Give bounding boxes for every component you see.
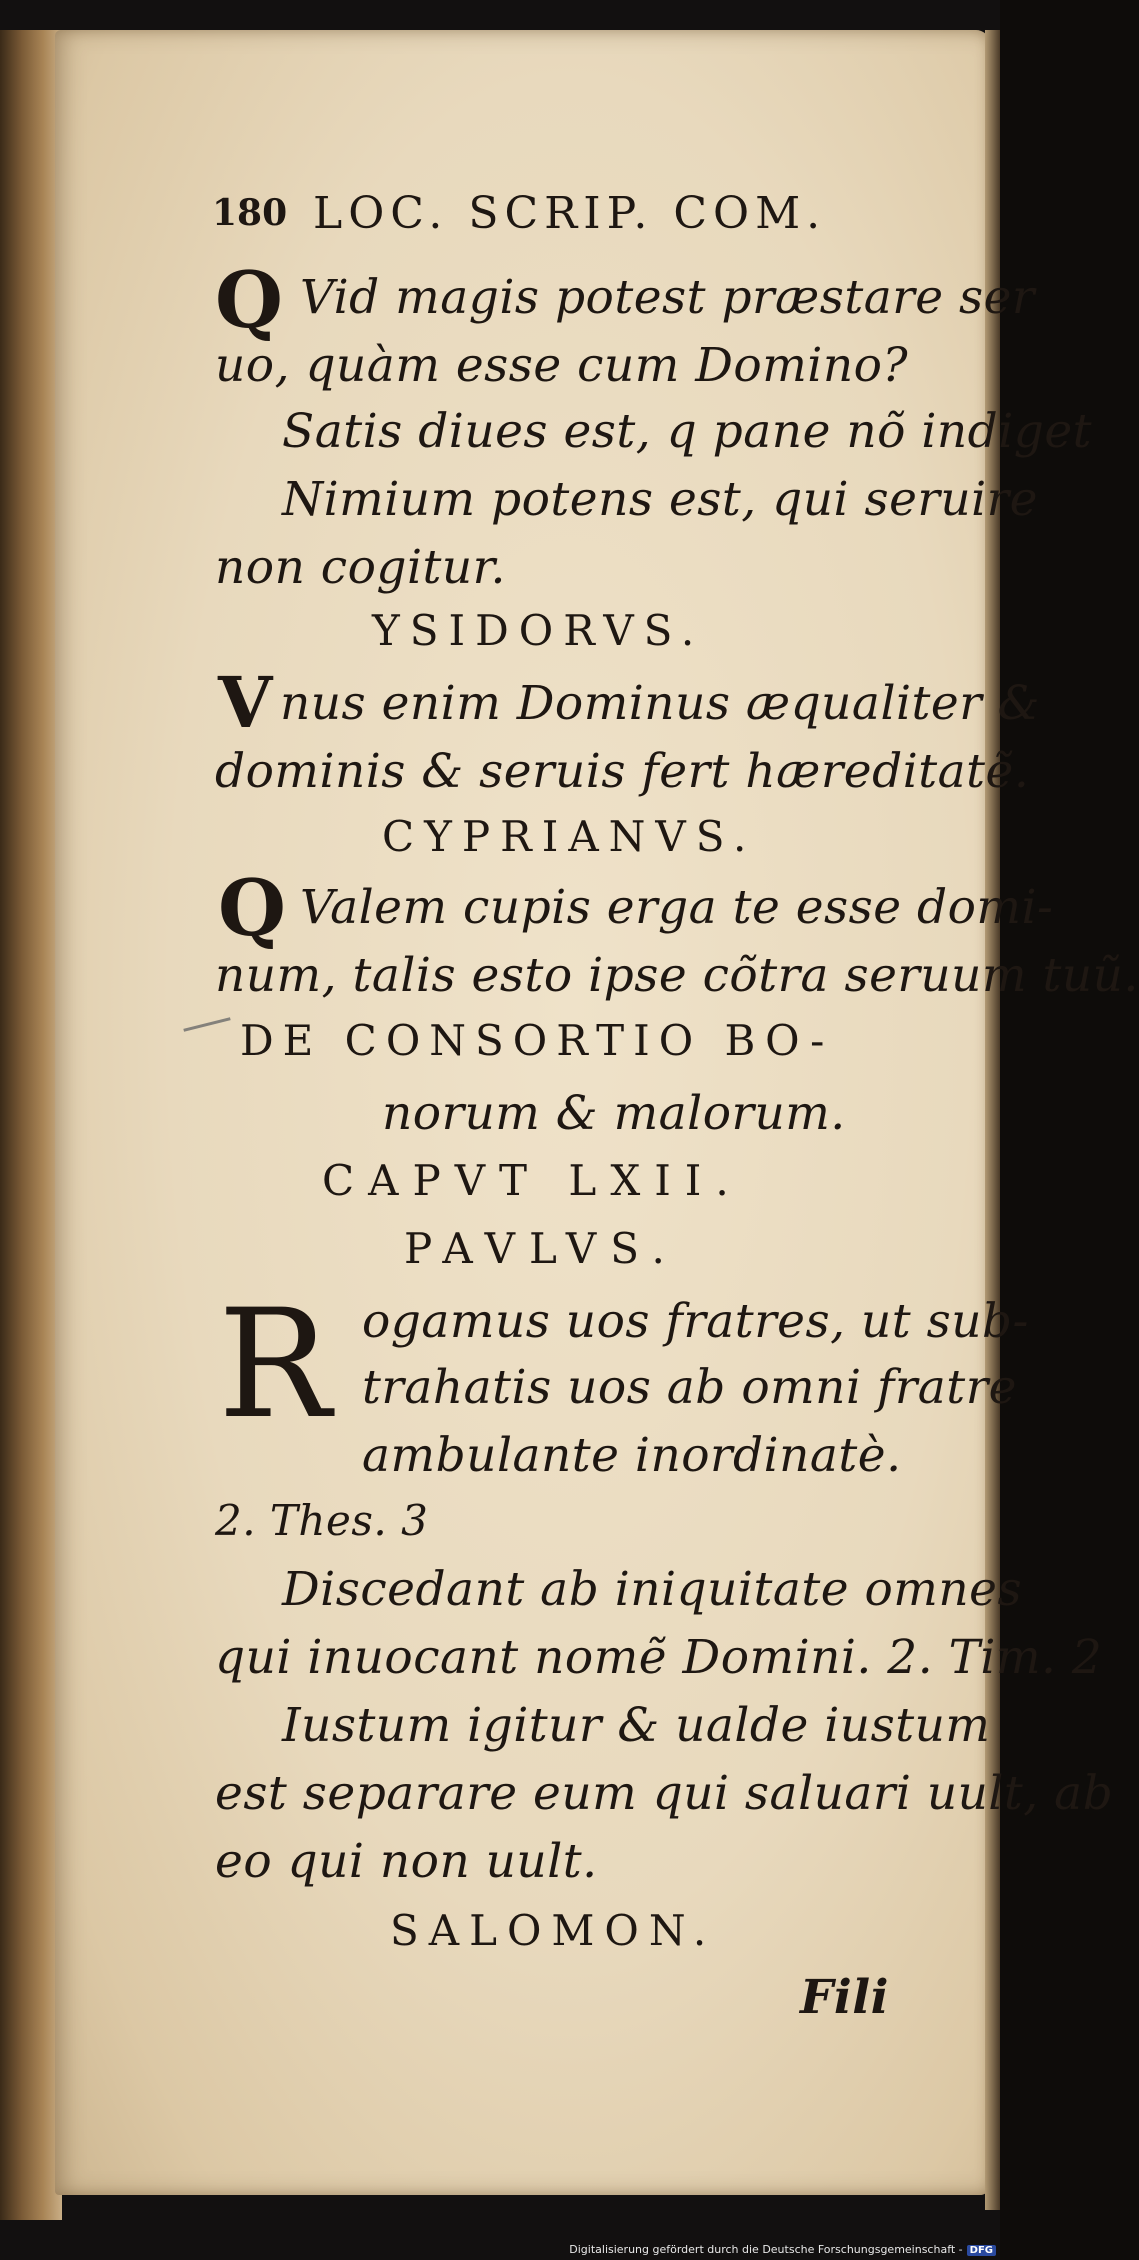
book-spine (0, 30, 62, 2220)
text-line: eo qui non uult. (215, 1834, 598, 1889)
section-title: norum & malorum. (382, 1086, 846, 1141)
page-edge (985, 30, 1000, 2210)
text-line: num, talis esto ipse cõtra seruum tuũ. (215, 948, 1139, 1003)
text-line: Iustum igitur & ualde iustum (282, 1698, 991, 1753)
text-line: trahatis uos ab omni fratre (362, 1360, 1017, 1415)
text-line: ogamus uos fratres, ut sub- (362, 1294, 1029, 1349)
digitization-credit (569, 2243, 996, 2256)
author-heading: SALOMON. (390, 1906, 717, 1955)
drop-cap-r: R (218, 1278, 331, 1452)
author-heading: CYPRIANVS. (382, 812, 757, 861)
text-line: nus enim Dominus æqualiter & (280, 676, 1040, 731)
page-number: 180 (212, 192, 288, 234)
running-title: LOC. SCRIP. COM. (313, 188, 827, 239)
text-line: Satis diues est, q pane nõ indiget (282, 404, 1093, 459)
drop-cap-v: V (218, 661, 273, 744)
text-line: Discedant ab iniquitate omnes (282, 1562, 1023, 1617)
text-line: non cogitur. (215, 540, 506, 595)
drop-cap-q: Q (215, 255, 283, 346)
text-line: est separare eum qui saluari uult, ab (215, 1766, 1114, 1821)
text-line: qui inuocant nomẽ Domini. 2. Tim. 2 (215, 1630, 1103, 1685)
text-line: ambulante inordinatè. (362, 1428, 902, 1483)
text-line: Valem cupis erga te esse domi- (300, 880, 1054, 935)
credit-text: Digitalisierung gefördert durch die Deutsche Forschungsgemeinschaft - (569, 2243, 963, 2256)
dfg-logo: DFG (967, 2245, 996, 2256)
citation: 2. Thes. 3 (215, 1496, 429, 1545)
chapter-heading: CAPVT LXII. (322, 1156, 743, 1205)
author-heading: YSIDORVS. (372, 606, 705, 655)
text-line: Nimium potens est, qui seruire (282, 472, 1038, 527)
text-line: dominis & seruis fert hæreditatẽ. (215, 744, 1030, 799)
catchword: Fili (800, 1970, 889, 2025)
text-line: Vid magis potest præstare ser (300, 270, 1035, 325)
author-heading: PAVLVS. (404, 1224, 679, 1273)
section-title: DE CONSORTIO BO- (240, 1016, 834, 1065)
text-line: uo, quàm esse cum Domino? (215, 338, 909, 393)
drop-cap-q: Q (218, 863, 286, 954)
